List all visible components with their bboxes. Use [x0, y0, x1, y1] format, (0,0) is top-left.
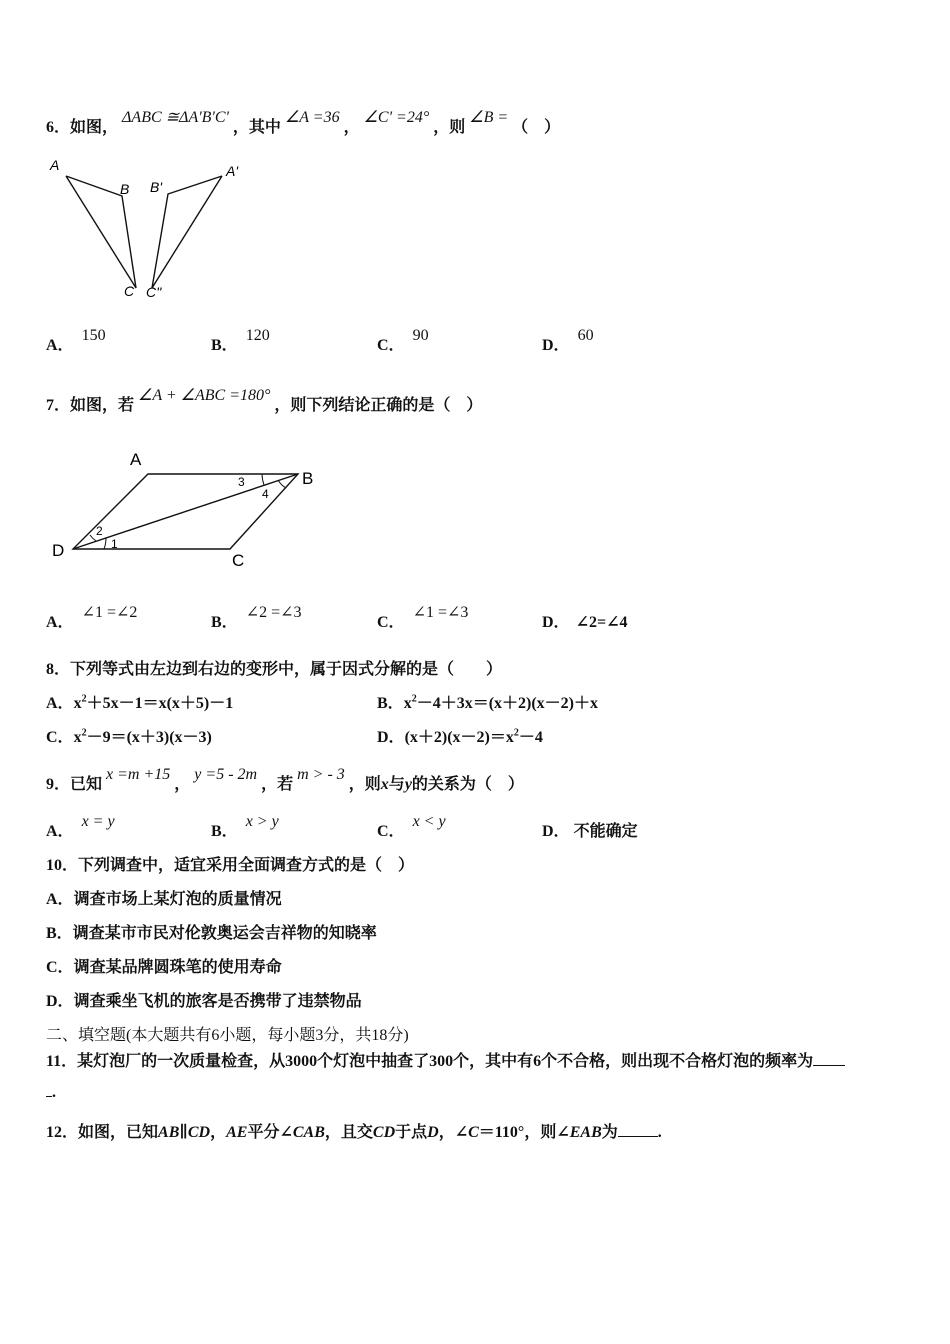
q7-option-a: A．∠1 =∠2 [46, 604, 138, 631]
angle-label-1: 1 [111, 537, 118, 551]
angle-a-formula: ∠A =36 [284, 109, 340, 126]
label-a: A [50, 157, 60, 173]
q10-option-c: C．调查某品牌圆珠笔的使用寿命 [46, 959, 282, 976]
label-c: C [124, 283, 135, 299]
question-11-stem: 11．某灯泡厂的一次质量检查，从3000个灯泡中抽查了300个，其中有6个不合格，则出现不合格灯泡的频率为 [46, 1048, 845, 1071]
angle-b-formula: ∠B = [469, 109, 509, 126]
q7-option-b: B．∠2 =∠3 [211, 604, 302, 631]
question-6-stem: 6．如图， ΔABC ≅ΔA'B'C' ，其中 ∠A =36 ， ∠C' =24° ，则 ∠B = （ ） [46, 109, 561, 136]
label-d: D [52, 541, 65, 560]
congruence-formula: ΔABC ≅ΔA'B'C' [122, 109, 229, 126]
m-condition-formula: m > - 3 [297, 766, 345, 783]
q10-option-d: D．调查乘坐飞机的旅客是否携带了违禁物品 [46, 993, 362, 1010]
angle-c-prime-formula: ∠C' =24° [363, 109, 430, 126]
q8-option-b: B．$x^2-4+3x=(x+2)(x-2)+x$ [377, 693, 599, 712]
label-c: C [232, 551, 245, 570]
question-7-stem: 7．如图，若 ∠A + ∠ABC =180° ，则下列结论正确的是（ ） [46, 387, 483, 414]
q7-option-d: D． ∠2=∠4 [542, 614, 628, 631]
label-c-prime: C'' [146, 284, 162, 300]
angle-label-3: 3 [238, 475, 245, 489]
q10-option-b: B．调查某市市民对伦敦奥运会吉祥物的知晓率 [46, 925, 377, 942]
label-a-prime: A' [226, 163, 239, 179]
question-9-stem: 9．已知 x =m +15 ， y =5 - 2m ，若 m > - 3 ，则x与y的关系为（ ） [46, 766, 524, 793]
angle-label-2: 2 [96, 524, 103, 538]
section-2-heading: 二、填空题(本大题共有6小题，每小题3分，共18分) [46, 1027, 409, 1044]
question-10-stem: 10．下列调查中，适宜采用全面调查方式的是（ ） [46, 857, 415, 874]
q9-option-a: A．x = y [46, 813, 115, 840]
q9-option-b: B．x > y [211, 813, 279, 840]
angle-4-arc [278, 480, 286, 488]
q9-option-c: C．x < y [377, 813, 446, 840]
label-b-prime: B' [150, 179, 163, 195]
label-b: B [120, 181, 130, 197]
label-b: B [302, 469, 314, 488]
question-8-stem: 8．下列等式由左边到右边的变形中，属于因式分解的是（ ） [46, 661, 503, 678]
x-formula: x =m +15 [106, 766, 171, 783]
question-6-figure [40, 150, 260, 310]
q8-option-a: A．$x^2+5x-1=x(x+5)-1$ [46, 693, 234, 712]
q6-option-d: D．60 [542, 327, 594, 354]
question-11-continuation: . [46, 1082, 56, 1102]
q6-option-c: C．90 [377, 327, 429, 354]
q9-option-d: D． 不能确定 [542, 823, 638, 840]
q6-option-b: B．120 [211, 327, 270, 354]
q6-option-a: A．150 [46, 327, 106, 354]
q8-option-c: C．$x^2-9=(x+3)(x-3)$ [46, 727, 212, 746]
triangle-a-prime-b-prime-c-prime [152, 176, 222, 288]
q7-option-c: C．∠1 =∠3 [377, 604, 469, 631]
q10-option-a: A．调查市场上某灯泡的质量情况 [46, 891, 282, 908]
angle-sum-formula: ∠A + ∠ABC =180° [138, 387, 271, 404]
answer-blank[interactable] [618, 1122, 658, 1137]
question-12-stem: 12．如图，已知AB∥CD，AE平分∠CAB，且交CD于点D，∠C＝110°，则∠EAB为 . [46, 1124, 662, 1141]
angle-1-arc [104, 538, 106, 549]
label-a: A [130, 450, 142, 469]
y-formula: y =5 - 2m [194, 766, 258, 783]
angle-3-arc [262, 474, 264, 485]
q8-option-d: D．$(x+2)(x-2)=x^2-4$ [377, 727, 543, 746]
answer-blank[interactable] [813, 1051, 845, 1066]
question-7-figure [40, 440, 340, 580]
angle-label-4: 4 [262, 487, 269, 501]
